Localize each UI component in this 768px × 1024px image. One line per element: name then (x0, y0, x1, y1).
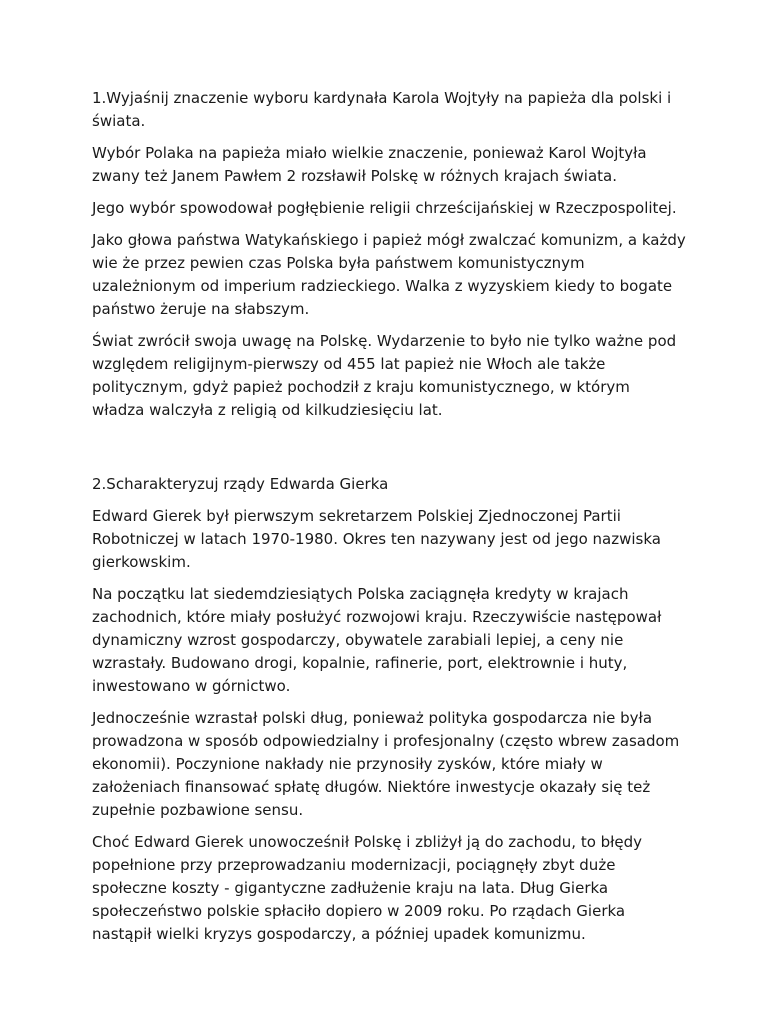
paragraph: Jako głowa państwa Watykańskiego i papież mógł zwalczać komunizm, a każdy wie że przez pewien czas Polska była państwem komunistycznym uzależnionym od imperium radzieckiego. Walka z wyzyskiem kiedy to bogate państwo żeruje na słabszym. (92, 231, 686, 318)
question-1-heading: 1.Wyjaśnij znaczenie wyboru kardynała Karola Wojtyły na papieża dla polski i świata. (92, 89, 672, 130)
paragraph: Jego wybór spowodował pogłębienie religii chrześcijańskiej w Rzeczpospolitej. (92, 199, 677, 217)
paragraph: Edward Gierek był pierwszym sekretarzem Polskiej Zjednoczonej Partii Robotniczej w latach 1970-1980. Okres ten nazywany jest od jego nazwiska gierkowskim. (92, 507, 661, 571)
paragraph: Na początku lat siedemdziesiątych Polska zaciągnęła kredyty w krajach zachodnich, które miały posłużyć rozwojowi kraju. Rzeczywiście następował dynamiczny wzrost gospodarczy, obywatele zarabiali lepiej, a ceny nie wzrastały. Budowano drogi, kopalnie, rafinerie, port, elektrownie i huty, inwestowano w górnictwo. (92, 585, 662, 695)
paragraph: Świat zwrócił swoja uwagę na Polskę. Wydarzenie to było nie tylko ważne pod względem religijnym-pierwszy od 455 lat papież nie Włoch ale także politycznym, gdyż papież pochodził z kraju komunistycznego, w którym władza walczyła z religią od kilkudziesięciu lat. (92, 332, 677, 419)
paragraph: Choć Edward Gierek unowocześnił Polskę i zbliżył ją do zachodu, to błędy popełnione przy przeprowadzaniu modernizacji, pociągnęły zbyt duże społeczne koszty - gigantyczne zadłużenie kraju na lata. Dług Gierka społeczeństwo polskie spłaciło dopiero w 2009 roku. Po rządach Gierka nastąpił wielki kryzys gospodarczy, a później upadek komunizmu. (92, 833, 643, 943)
section-question-1 (92, 87, 686, 431)
paragraph: Wybór Polaka na papieża miało wielkie znaczenie, ponieważ Karol Wojtyła zwany też Janem Pawłem 2 rozsławił Polskę w różnych krajach świata. (92, 144, 647, 185)
question-2-heading: 2.Scharakteryzuj rządy Edwarda Gierka (92, 475, 389, 493)
section-question-2 (92, 473, 686, 955)
paragraph: Jednocześnie wzrastał polski dług, ponieważ polityka gospodarcza nie była prowadzona w sposób odpowiedzialny i profesjonalny (często wbrew zasadom ekonomii). Poczynione nakłady nie przynosiły zysków, które miały w założeniach finansować spłatę długów. Niektóre inwestycje okazały się też zupełnie pozbawione sensu. (92, 709, 680, 819)
